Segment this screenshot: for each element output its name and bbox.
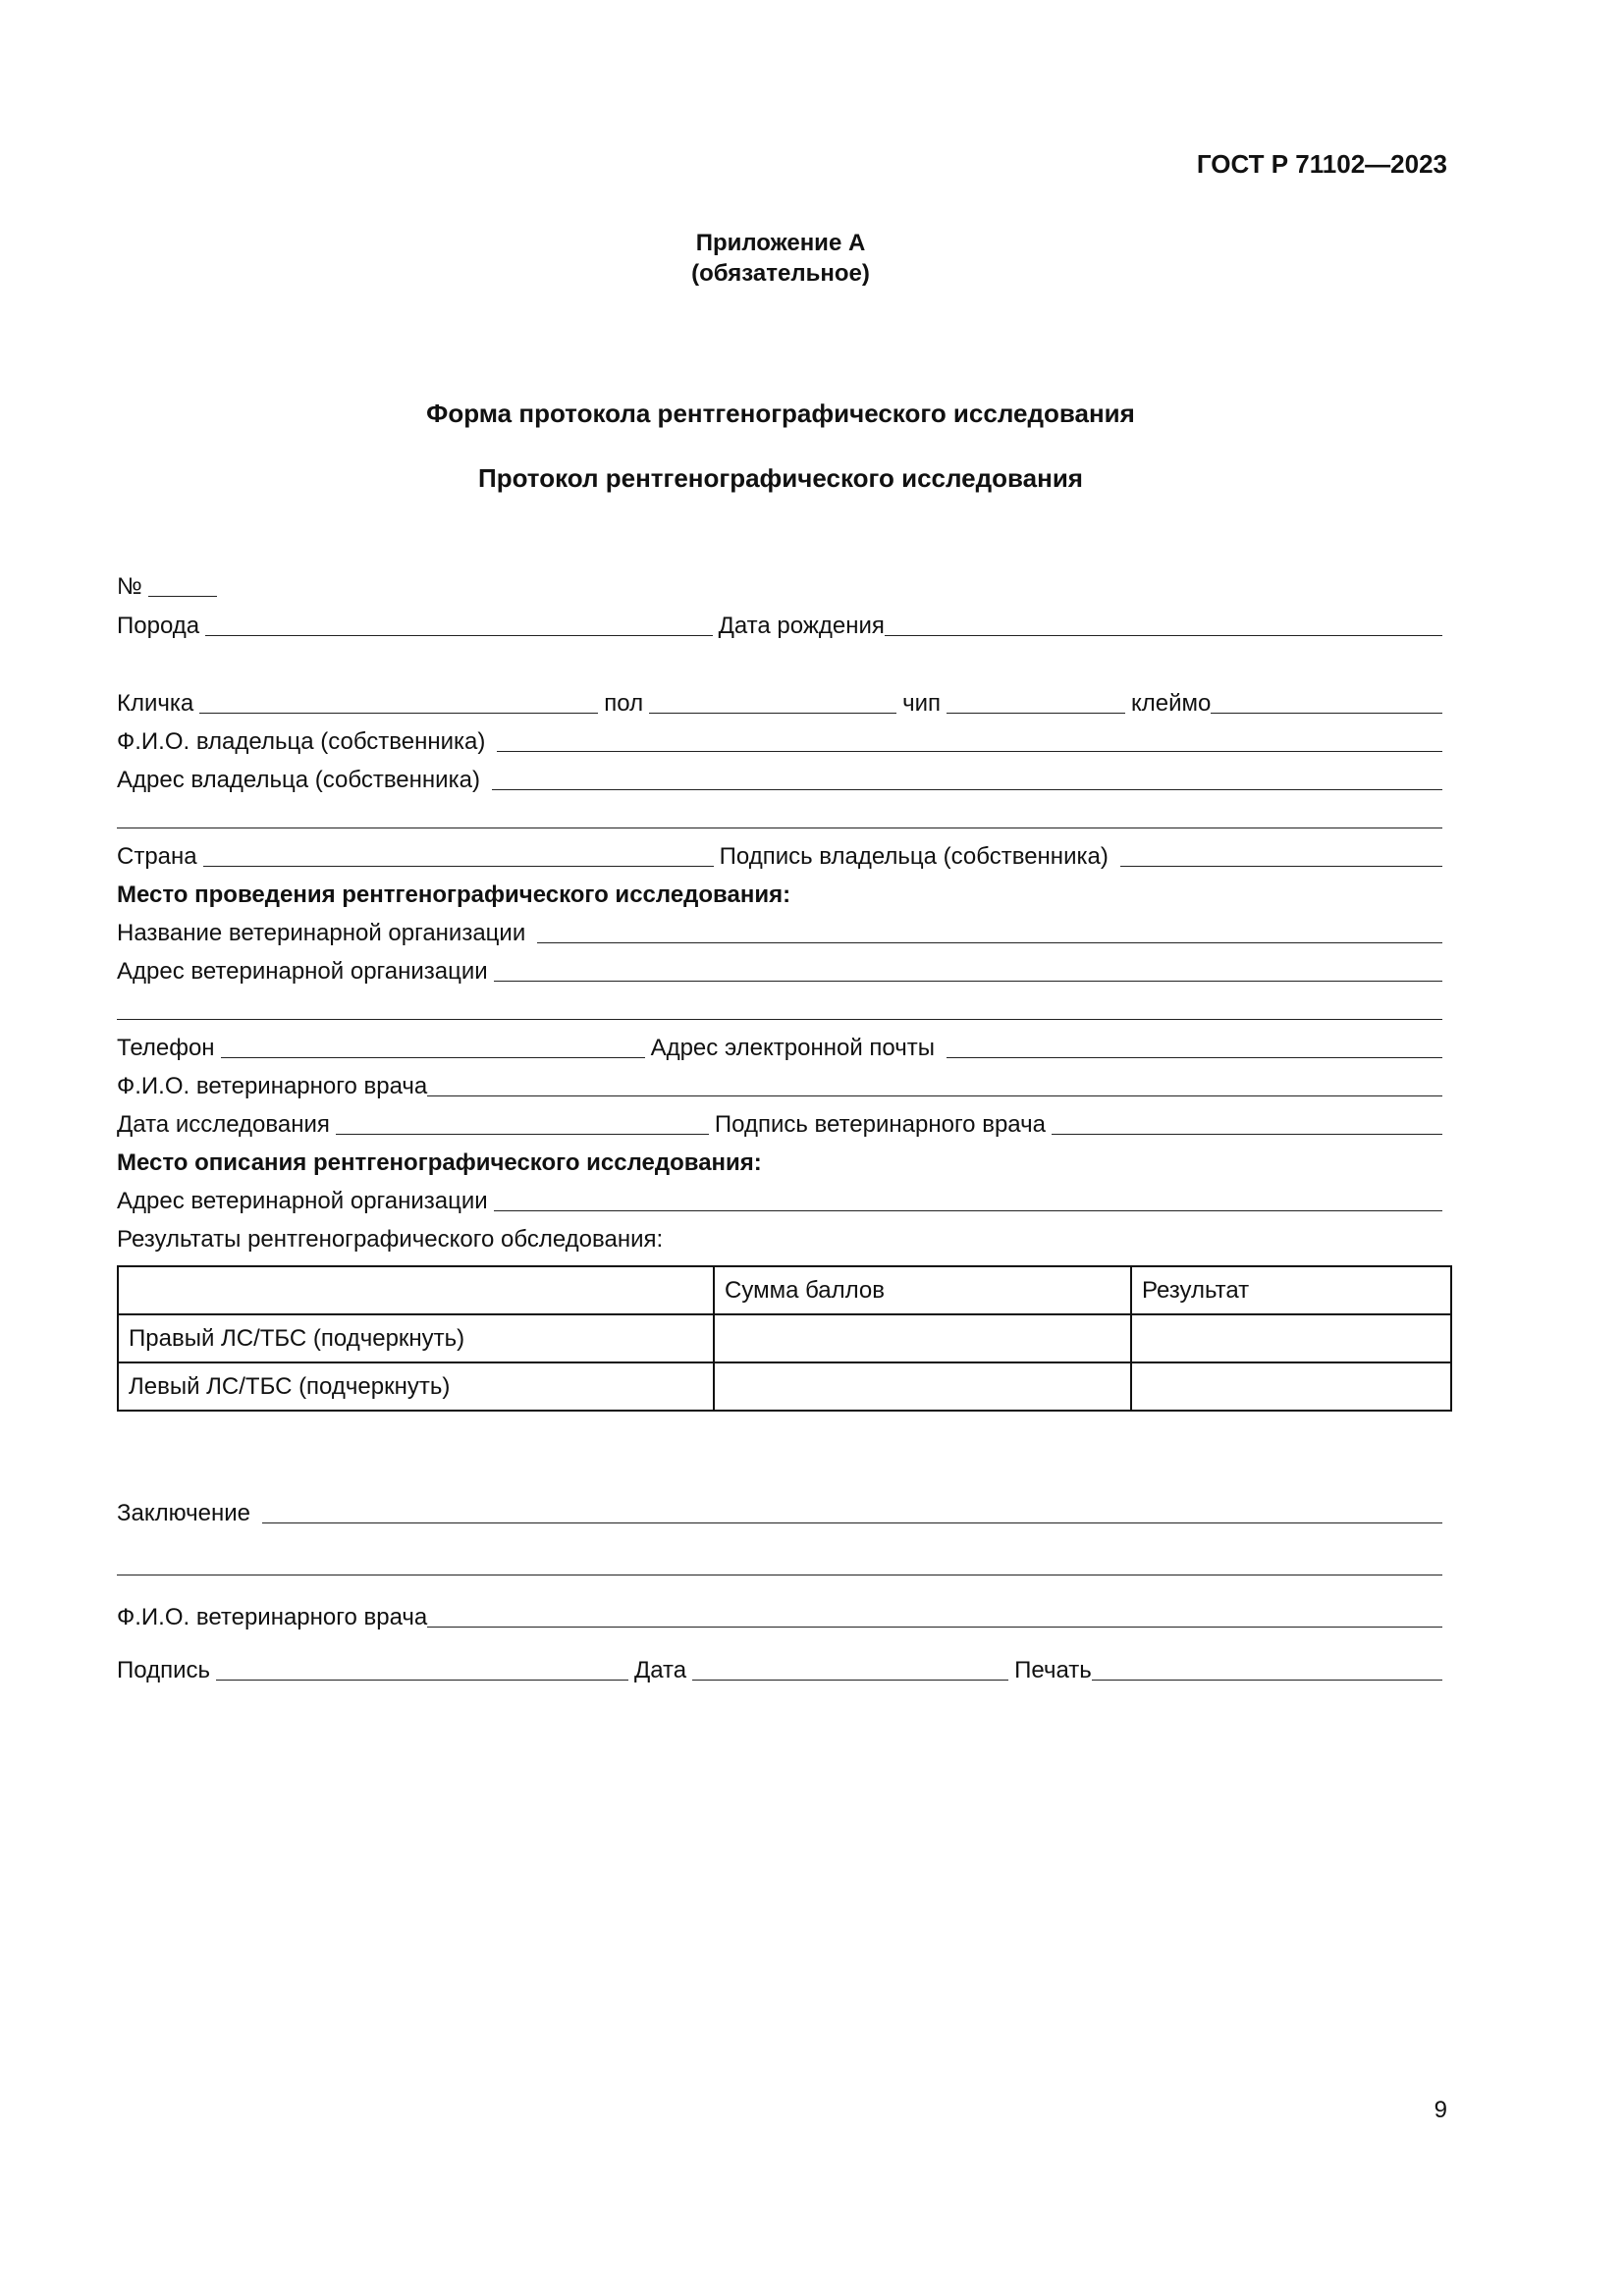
footer-vet-name-row [117,1598,1442,1633]
vet-org-name-field[interactable] [537,941,1442,943]
table-header-row [118,1266,1451,1314]
signature-row [117,1651,1442,1686]
vet-org-address-field-2[interactable] [117,1018,1442,1020]
form-title: Форма протокола рентгенографического исследования [426,399,1135,428]
vet-org-address-field[interactable] [494,980,1442,982]
country-row [117,837,1442,873]
email-label: Адрес электронной почты [650,1035,935,1061]
appendix-title: Приложение А [695,230,866,256]
table-row [118,1362,1451,1411]
exam-date-label: Дата исследования [117,1111,330,1138]
footer-vet-name-field[interactable] [427,1626,1442,1628]
nickname-field[interactable] [199,712,598,714]
conclusion-row-2 [117,1546,1442,1581]
chip-label: чип [902,690,942,717]
owner-name-label: Ф.И.О. владельца (собственника) [117,728,486,755]
page-number: 9 [1434,2097,1447,2123]
description-place-heading: Место описания рентгенографического исследования: [117,1149,762,1176]
appendix-heading [0,228,1561,289]
score-cell[interactable] [714,1362,1131,1411]
result-cell[interactable] [1131,1314,1451,1362]
owner-address-row-2 [117,799,1442,834]
number-row [117,567,1442,603]
country-field[interactable] [203,865,714,867]
results-label-row [117,1220,1442,1255]
breed-label: Порода [117,613,200,639]
table-header-cell: Сумма баллов [714,1266,1131,1314]
owner-signature-field[interactable] [1120,865,1442,867]
signature-label: Подпись [117,1657,210,1683]
conclusion-field[interactable] [262,1522,1442,1523]
phone-field[interactable] [221,1056,645,1058]
vet-org-address-2-row [117,1182,1442,1217]
owner-address-field[interactable] [492,788,1442,790]
vet-org-address-row [117,952,1442,988]
nickname-label: Кличка [117,690,194,717]
conclusion-label: Заключение [117,1500,250,1526]
owner-name-field[interactable] [497,750,1442,752]
conclusion-field-2[interactable] [117,1574,1442,1575]
brand-label: клеймо [1131,690,1212,717]
table-header-cell: Результат [1131,1266,1451,1314]
chip-field[interactable] [947,712,1125,714]
protocol-title: Протокол рентгенографического исследования [478,463,1083,493]
standard-code: ГОСТ Р 71102—2023 [1196,149,1447,179]
nickname-row [117,684,1442,720]
appendix-status: (обязательное) [691,260,870,287]
number-field[interactable] [148,595,217,597]
vet-org-name-row [117,914,1442,949]
owner-address-row [117,761,1442,796]
exam-date-field[interactable] [336,1133,709,1135]
birth-date-label: Дата рождения [718,613,885,639]
vet-org-address-2-label: Адрес ветеринарной организации [117,1188,488,1214]
results-label: Результаты рентгенографического обследования: [117,1226,664,1253]
table-header-cell [118,1266,714,1314]
vet-org-address-2-field[interactable] [494,1209,1442,1211]
vet-org-name-label: Название ветеринарной организации [117,920,526,946]
footer-vet-name-label: Ф.И.О. ветеринарного врача [117,1604,428,1630]
vet-name-row [117,1067,1442,1102]
conclusion-row [117,1494,1442,1529]
exam-place-heading-row [117,876,1442,911]
vet-signature-label: Подпись ветеринарного врача [714,1111,1046,1138]
owner-address-label: Адрес владельца (собственника) [117,767,480,793]
result-cell[interactable] [1131,1362,1451,1411]
date-field[interactable] [692,1679,1008,1681]
breed-row [117,607,1442,642]
number-label: № [117,573,142,600]
exam-place-heading: Место проведения рентгенографического исследования: [117,881,791,908]
sex-field[interactable] [649,712,896,714]
phone-label: Телефон [117,1035,215,1061]
owner-address-field-2[interactable] [117,827,1442,828]
vet-org-address-row-2 [117,990,1442,1026]
table-row [118,1314,1451,1362]
vet-signature-field[interactable] [1052,1133,1442,1135]
breed-field[interactable] [205,634,712,636]
table-row-label: Левый ЛС/ТБС (подчеркнуть) [118,1362,714,1411]
vet-name-field[interactable] [427,1095,1442,1096]
stamp-field[interactable] [1092,1679,1442,1681]
owner-signature-label: Подпись владельца (собственника) [719,843,1109,870]
results-table [117,1265,1452,1412]
email-field[interactable] [947,1056,1442,1058]
vet-org-address-label: Адрес ветеринарной организации [117,958,488,985]
sex-label: пол [604,690,644,717]
signature-field[interactable] [216,1679,628,1681]
birth-date-field[interactable] [885,634,1442,636]
exam-date-row [117,1105,1442,1141]
description-place-heading-row [117,1144,1442,1179]
country-label: Страна [117,843,197,870]
score-cell[interactable] [714,1314,1131,1362]
owner-name-row [117,722,1442,758]
brand-field[interactable] [1211,712,1442,714]
phone-row [117,1029,1442,1064]
vet-name-label: Ф.И.О. ветеринарного врача [117,1073,428,1099]
stamp-label: Печать [1014,1657,1092,1683]
table-row-label: Правый ЛС/ТБС (подчеркнуть) [118,1314,714,1362]
date-label: Дата [633,1657,687,1683]
